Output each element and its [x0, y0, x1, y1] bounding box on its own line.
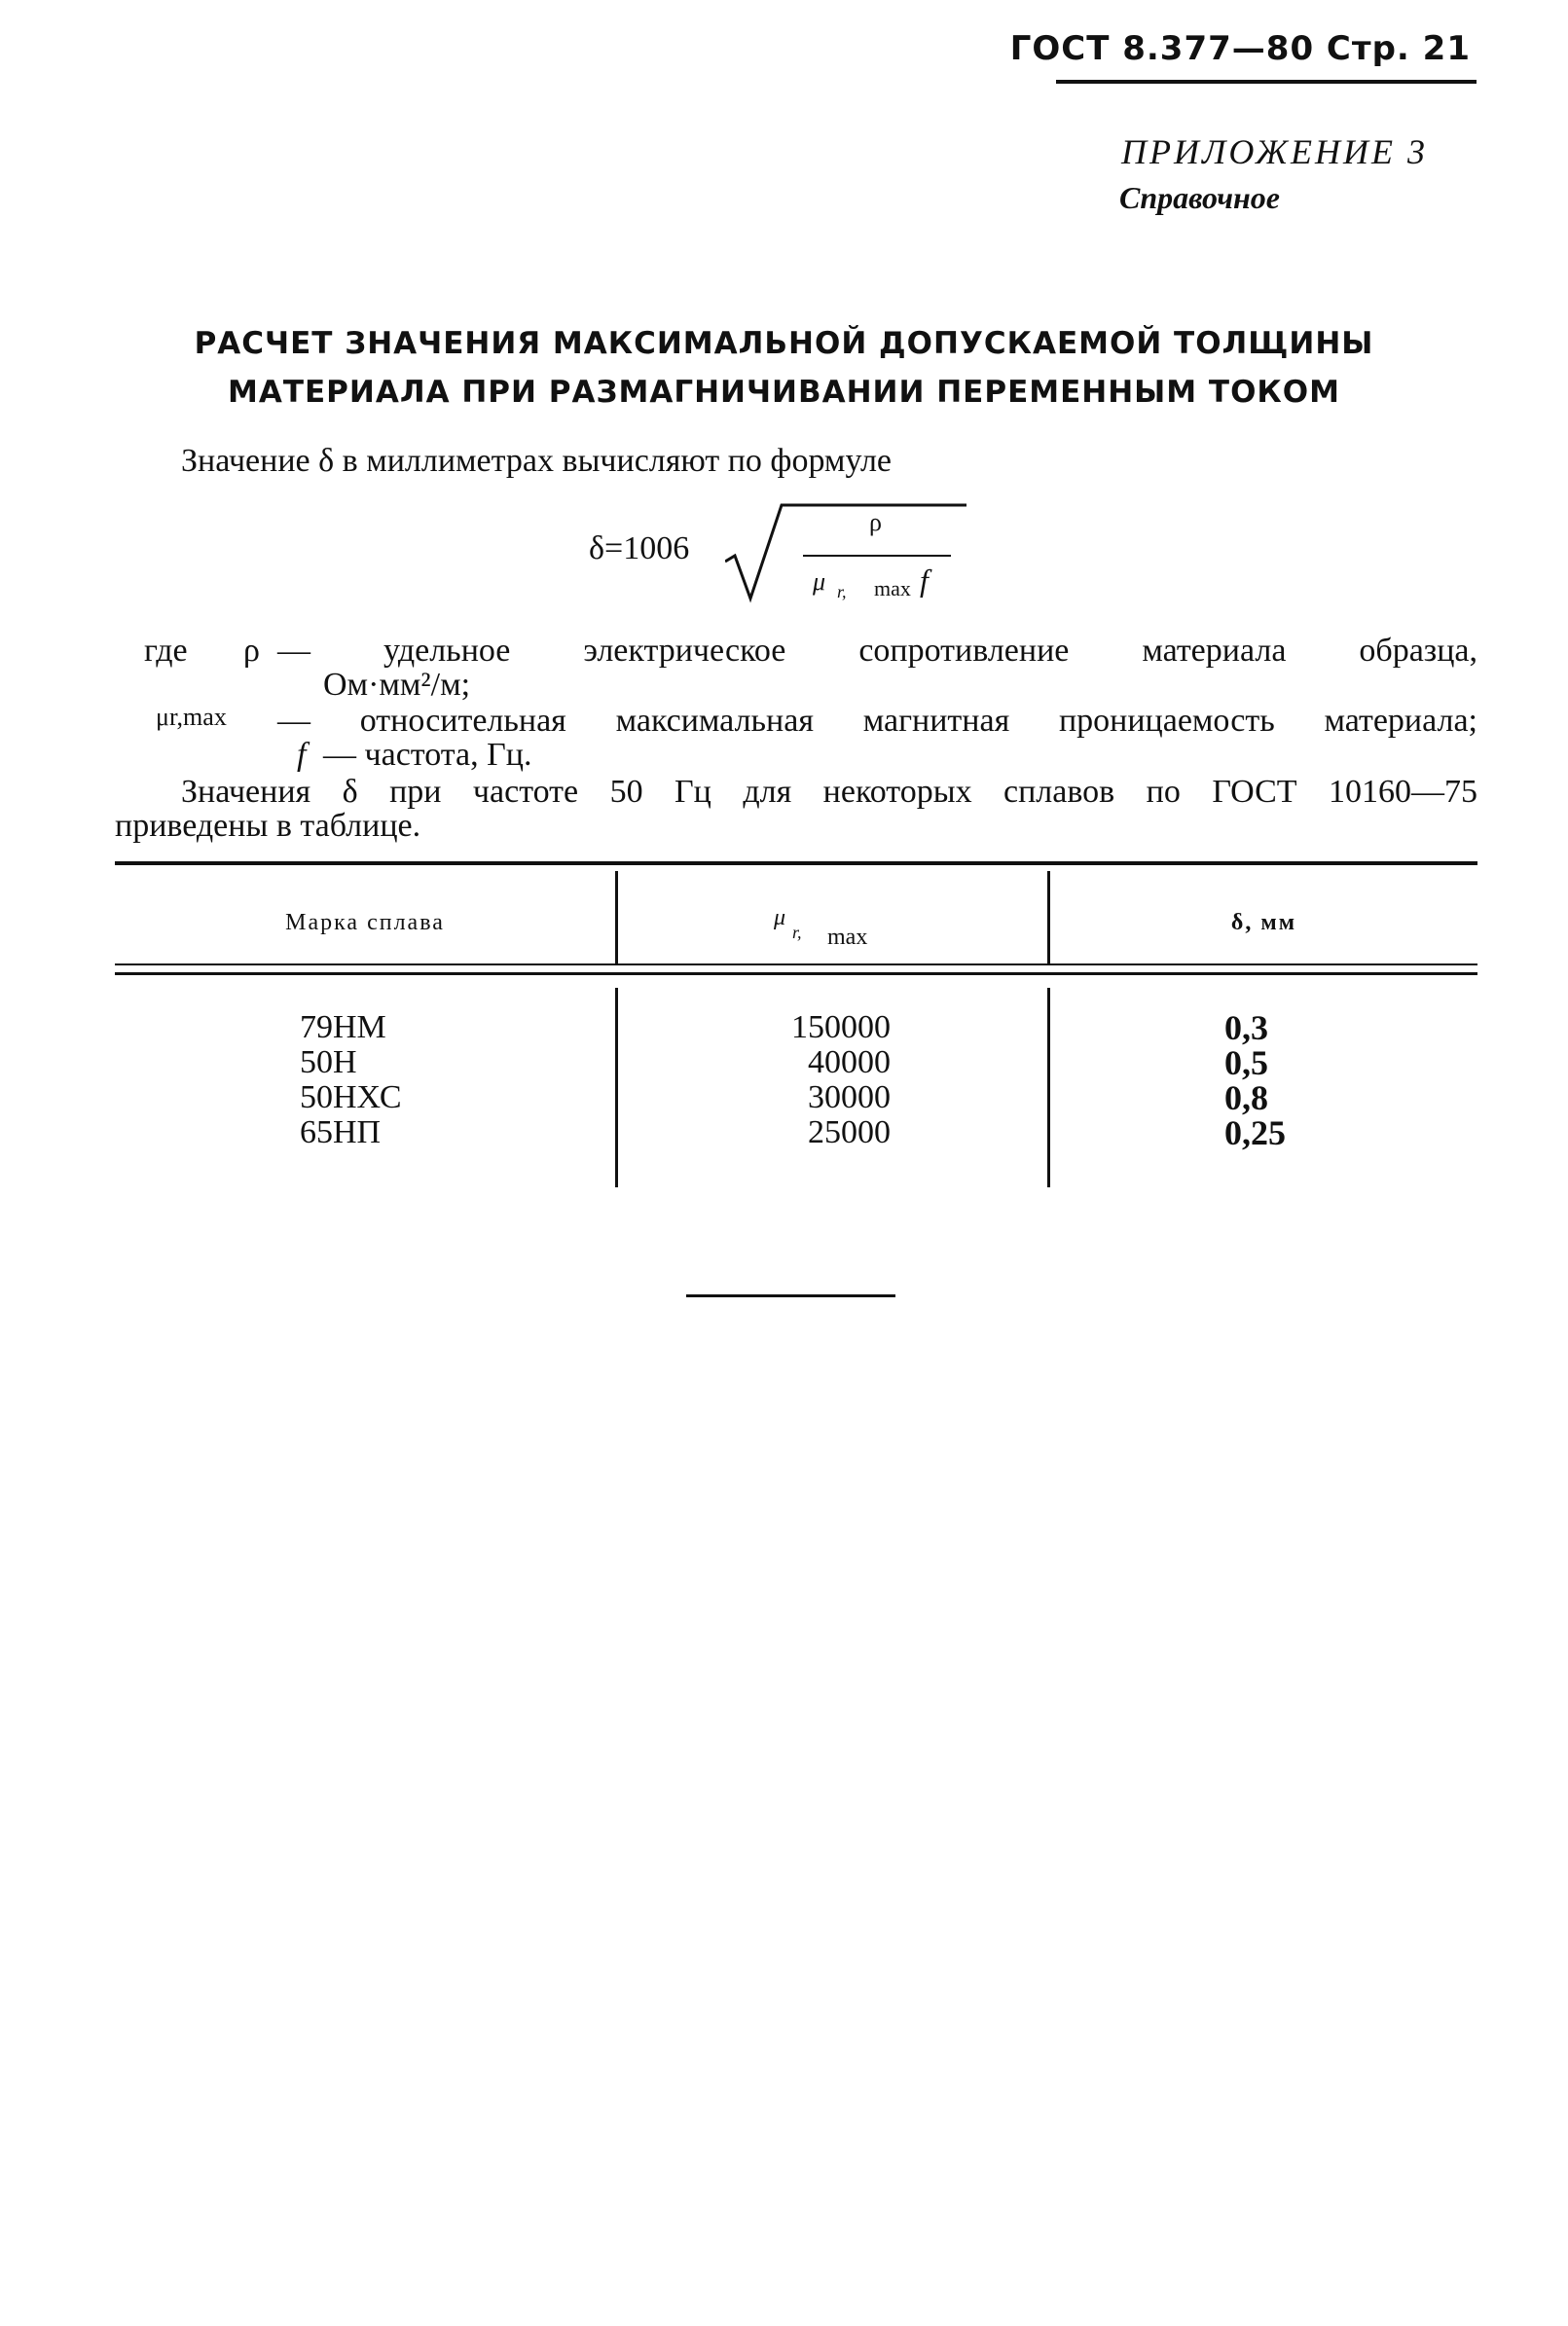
table-cell-grade: 50НХС: [300, 1079, 402, 1115]
intro-text: Значение δ в миллиметрах вычисляют по формуле: [181, 443, 893, 479]
values-note-line-2: приведены в таблице.: [115, 808, 421, 844]
header-mu-max: max: [827, 925, 868, 950]
formula-lhs: δ=1006: [589, 530, 690, 566]
table-cell-delta: 0,5: [1224, 1043, 1268, 1082]
rho-symbol: ρ: [243, 633, 260, 669]
header-rule: [1056, 80, 1477, 84]
table-top-rule: [115, 861, 1477, 865]
document-title-line-1: РАСЧЕТ ЗНАЧЕНИЯ МАКСИМАЛЬНОЙ ДОПУСКАЕМОЙ ТОЛЩИНЫ: [194, 326, 1374, 361]
table-cell-mu: 30000: [808, 1079, 891, 1115]
table-cell-grade: 79НМ: [300, 1009, 386, 1045]
table-header-rule: [115, 963, 1477, 965]
table-cell-mu: 150000: [791, 1009, 891, 1045]
rho-unit: Ом·мм²/м;: [323, 667, 471, 703]
formula-den-mu: μ: [813, 567, 826, 596]
table-cell-delta: 0,3: [1224, 1008, 1268, 1047]
formula-den-max: max: [874, 576, 911, 600]
table-cell-mu: 40000: [808, 1044, 891, 1080]
values-note-line-1: Значения δ при частоте 50 Гц для некоторых сплавов по ГОСТ 10160—75: [181, 774, 1477, 810]
formula-den-f: f: [920, 563, 929, 598]
radical-sign: [725, 501, 968, 608]
end-rule: [686, 1294, 895, 1297]
header-delta: δ, мм: [1230, 910, 1297, 935]
table-cell-delta: 0,25: [1224, 1113, 1286, 1152]
f-symbol: f: [297, 737, 307, 773]
mu-symbol: μr,max: [156, 703, 227, 731]
table-cell-grade: 65НП: [300, 1114, 382, 1150]
rho-definition: — удельное электрическое сопротивление материала образца,: [277, 633, 1477, 669]
where-label: где: [144, 633, 188, 669]
table-cell-mu: 25000: [808, 1114, 891, 1150]
header-mu: μ: [774, 905, 786, 930]
header-mu-sub: r,: [792, 923, 802, 942]
header-grade: Марка сплава: [285, 910, 445, 935]
running-header: ГОСТ 8.377—80 Стр. 21: [1009, 29, 1471, 68]
table-cell-grade: 50Н: [300, 1044, 357, 1080]
formula-den-sub: r,: [837, 582, 847, 601]
appendix-title: ПРИЛОЖЕНИЕ 3: [1121, 132, 1428, 171]
column-divider: [615, 871, 618, 965]
f-definition: — частота, Гц.: [323, 737, 532, 773]
document-title-line-2: МАТЕРИАЛА ПРИ РАЗМАГНИЧИВАНИИ ПЕРЕМЕННЫМ ТОКОМ: [228, 375, 1340, 410]
appendix-subtitle: Справочное: [1119, 180, 1280, 215]
column-divider: [1047, 988, 1050, 1187]
table-header-rule-double: [115, 972, 1477, 975]
table-cell-delta: 0,8: [1224, 1078, 1268, 1117]
formula-numerator: ρ: [869, 508, 882, 536]
mu-definition: — относительная максимальная магнитная проницаемость материала;: [277, 703, 1477, 739]
